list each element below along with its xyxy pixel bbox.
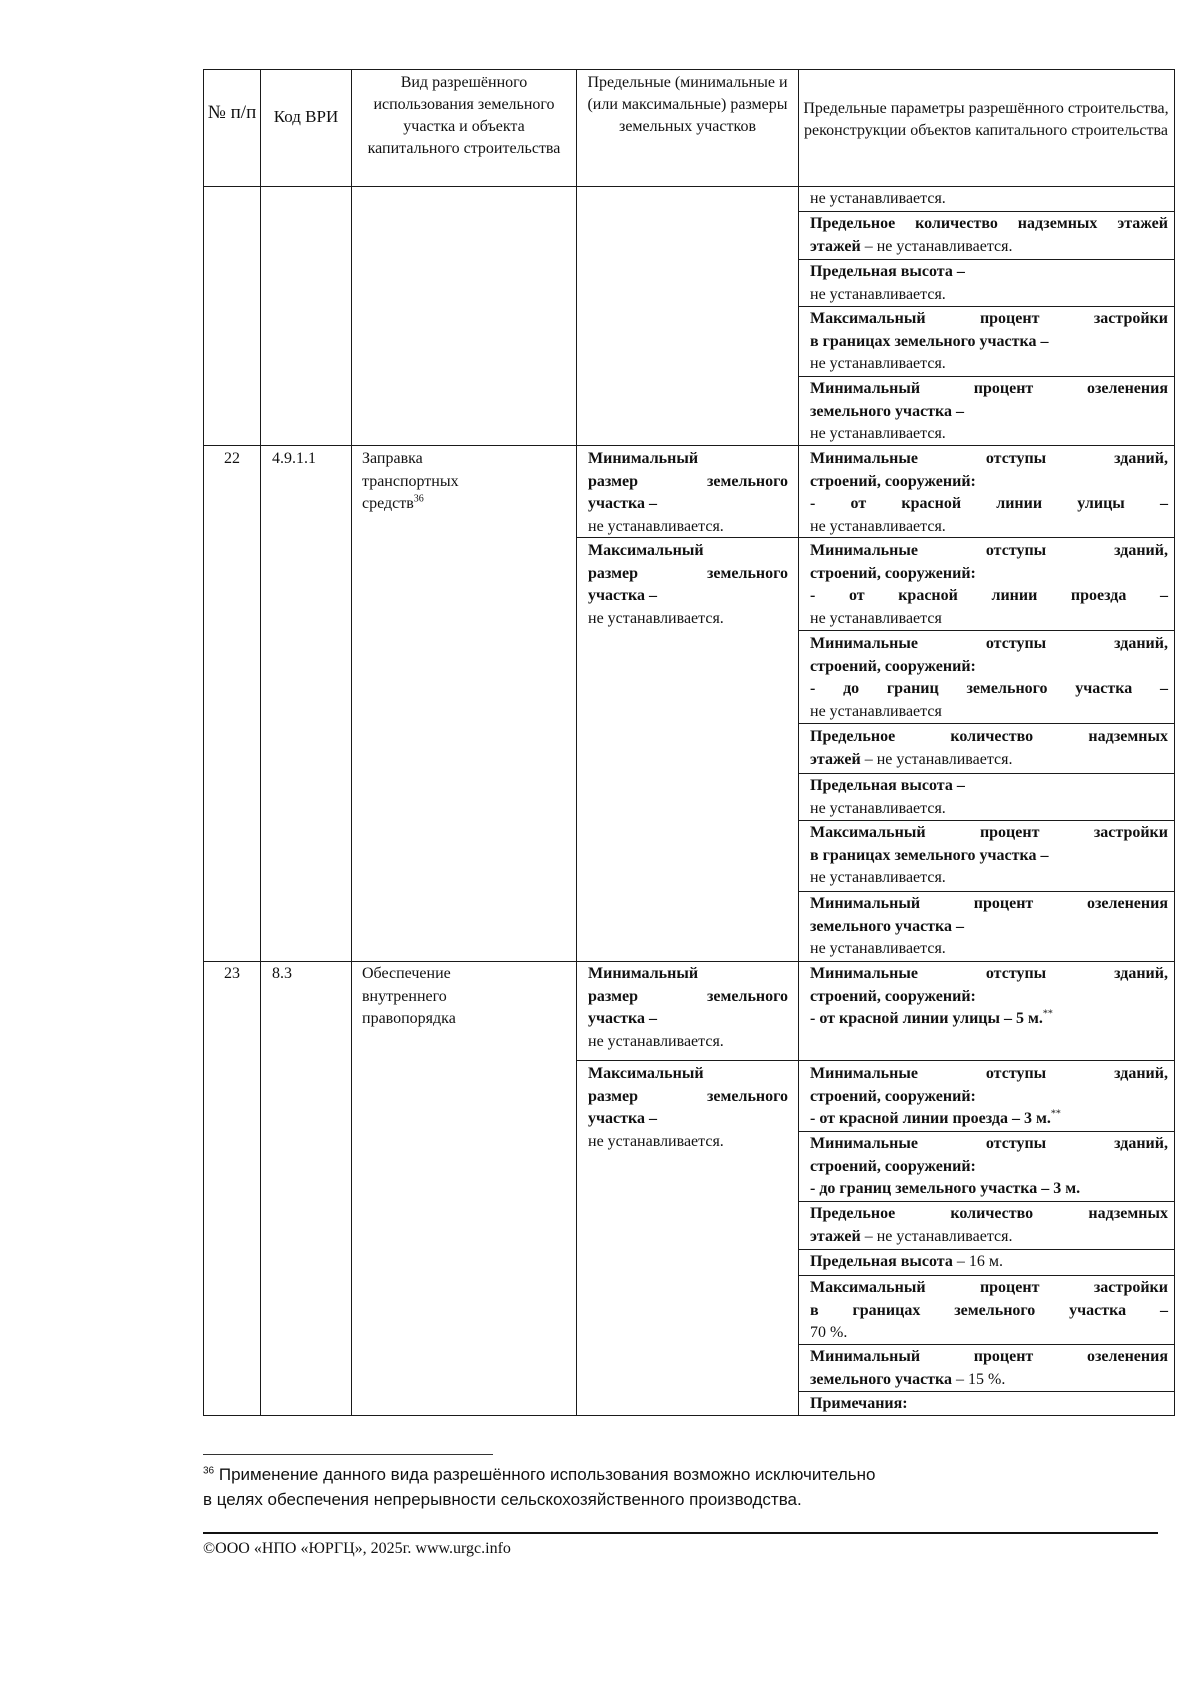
row22-building-percent: Максимальный процент застройки в границах земельного участка – не устанавливается. <box>810 824 1168 886</box>
cont-height-tail: не устанавливается. <box>810 190 946 207</box>
footnote: $^{36}$ Применение данного вида разрешённого использования возможно исключительно в целях обеспечения непрерывности сельскохозяйственного производства. <box>203 1465 876 1509</box>
row23-min-size: Минимальный размер земельного участка – не устанавливается. <box>588 965 788 1050</box>
row22-offset-driveway: Минимальные отступы зданий, строений, сооружений: - от красной линии проезда – не устанавливается <box>810 542 1168 627</box>
row23-kind: Обеспечение внутреннего правопорядка <box>362 965 456 1027</box>
row22-green-percent: Минимальный процент озеленения земельного участка – не устанавливается. <box>810 895 1168 957</box>
row22-max-size: Максимальный размер земельного участка – не устанавливается. <box>588 542 788 627</box>
row23-green-percent: Минимальный процент озеленения земельного участка – 15 %. <box>810 1348 1168 1388</box>
header-sizes: Предельные (минимальные и (или максимальные) размеры земельных участков <box>587 74 788 135</box>
header-num: № п/п <box>207 102 257 123</box>
header-kind: Вид разрешённого использования земельного участка и объекта капитального строительства <box>367 74 561 157</box>
row23-offset-driveway: Минимальные отступы зданий, строений, сооружений: - от красной линии проезда – 3 м.** <box>810 1065 1168 1127</box>
row23-building-percent: Максимальный процент застройки в границах земельного участка – 70 %. <box>810 1279 1168 1341</box>
header-params: Предельные параметры разрешённого строительства, реконструкции объектов капитального строительства <box>803 100 1169 139</box>
row23-num: 23 <box>224 965 240 982</box>
footnote-rule <box>203 1454 493 1455</box>
row22-floors: Предельное количество надземных этажей – не устанавливается. <box>810 728 1168 768</box>
row23-code: 8.3 <box>272 965 292 982</box>
row22-min-size: Минимальный размер земельного участка – не устанавливается. <box>588 450 788 535</box>
row22-height: Предельная высота – не устанавливается. <box>810 777 965 817</box>
row23-notes: Примечания: <box>810 1395 908 1412</box>
row22-kind: Заправка транспортных средств$^{36}$ <box>362 450 459 512</box>
copyright: ©ООО «НПО «ЮРГЦ», 2025г. www.urgc.info <box>203 1540 511 1557</box>
cont-building-percent: Максимальный процент застройки в границах земельного участка – не устанавливается. <box>810 310 1168 372</box>
row22-offset-street: Минимальные отступы зданий, строений, сооружений: - от красной линии улицы – не устанавливается. <box>810 450 1168 535</box>
cont-green-percent: Минимальный процент озеленения земельного участка – не устанавливается. <box>810 380 1168 442</box>
row23-floors: Предельное количество надземных этажей – не устанавливается. <box>810 1205 1168 1245</box>
row23-offset-street: Минимальные отступы зданий, строений, сооружений: - от красной линии улицы – 5 м.** <box>810 965 1168 1027</box>
row23-offset-boundary: Минимальные отступы зданий, строений, сооружений: - до границ земельного участка – 3 м. <box>810 1135 1168 1197</box>
header-code: Код ВРИ <box>273 107 339 126</box>
cont-floors: Предельное количество надземных этажей <box>810 215 1168 232</box>
row23-height: Предельная высота – 16 м. <box>810 1253 1003 1270</box>
cont-height: Предельная высота – не устанавливается. <box>810 263 965 303</box>
row22-num: 22 <box>224 450 240 467</box>
page-footer-rule <box>203 1532 1158 1534</box>
row23-max-size: Максимальный размер земельного участка – не устанавливается. <box>588 1065 788 1150</box>
row22-code: 4.9.1.1 <box>272 450 316 467</box>
row22-offset-boundary: Минимальные отступы зданий, строений, сооружений: - до границ земельного участка – не устанавливается <box>810 635 1168 720</box>
